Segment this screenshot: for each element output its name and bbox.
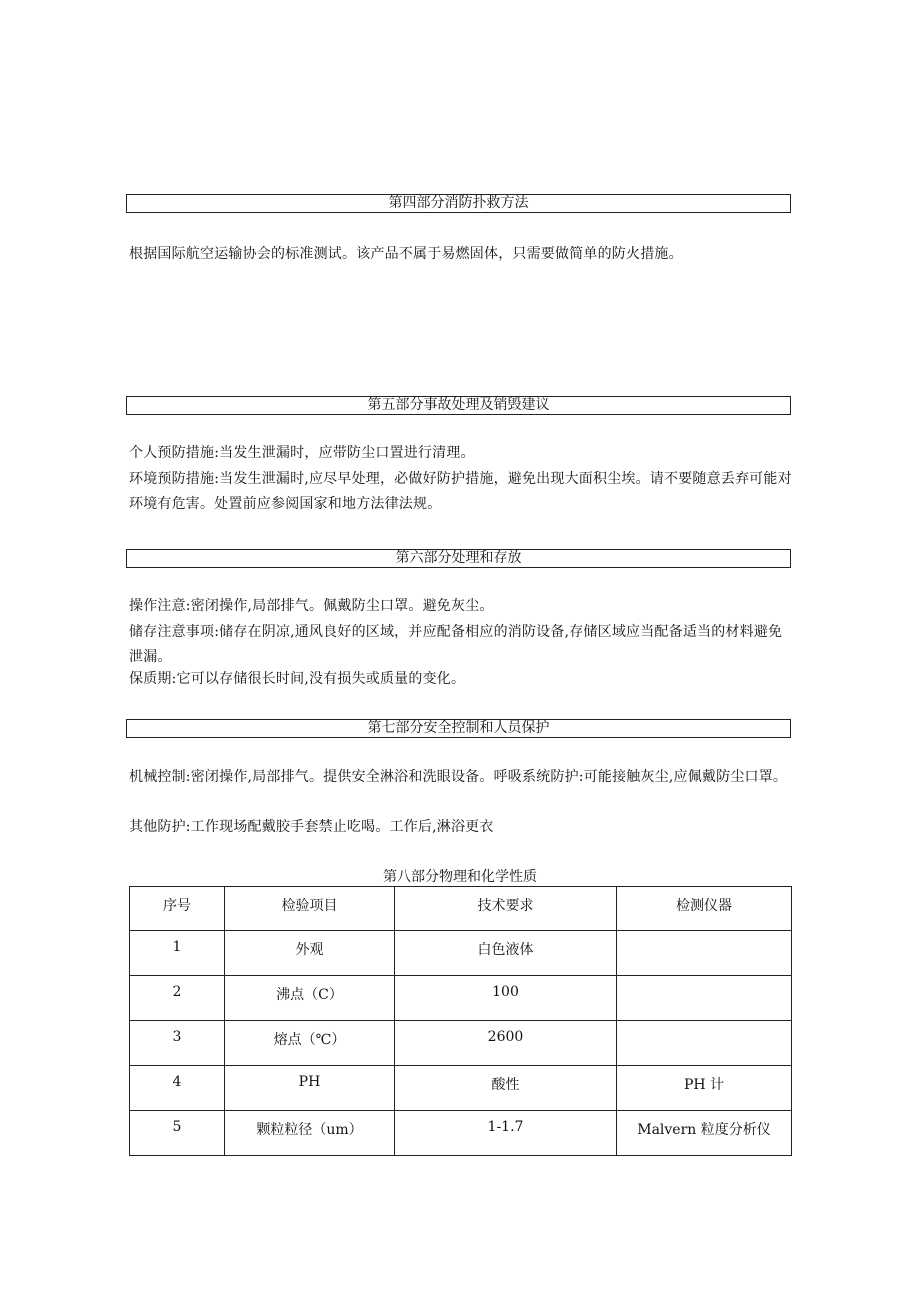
cell-seq: 3	[130, 1021, 225, 1066]
header-seq: 序号	[130, 887, 225, 931]
table-row	[130, 1111, 792, 1156]
properties-table	[129, 886, 792, 1156]
cell-requirement: 白色液体	[395, 931, 617, 976]
table-header-row	[130, 887, 792, 931]
cell-seq: 2	[130, 976, 225, 1021]
header-item: 检验项目	[225, 887, 395, 931]
cell-requirement: 2600	[395, 1021, 617, 1066]
cell-seq: 5	[130, 1111, 225, 1156]
cell-instrument	[617, 976, 792, 1021]
table-row	[130, 1066, 792, 1111]
cell-item: 外观	[225, 931, 395, 976]
section4-text: 根据国际航空运输协会的标准测试。该产品不属于易燃固体，只需要做简单的防火措施。	[129, 246, 683, 262]
header-instrument: 检测仪器	[617, 887, 792, 931]
section5-personal: 个人预防措施:当发生泄漏时，应带防尘口置进行清理。	[129, 445, 475, 461]
table-row	[130, 931, 792, 976]
section7-title: 第七部分安全控制和人员保护	[126, 719, 791, 738]
cell-seq: 1	[130, 931, 225, 976]
section5-title: 第五部分事故处理及销毁建议	[126, 396, 791, 415]
section6-title: 第六部分处理和存放	[126, 549, 791, 568]
section6-operation: 操作注意:密闭操作,局部排气。佩戴防尘口罩。避免灰尘。	[129, 598, 494, 614]
section8-title: 第八部分物理和化学性质	[383, 869, 537, 885]
cell-item: PH	[225, 1066, 395, 1111]
cell-requirement: 1-1.7	[395, 1111, 617, 1156]
header-requirement: 技术要求	[395, 887, 617, 931]
cell-instrument: Malvern 粒度分析仪	[617, 1111, 792, 1156]
cell-seq: 4	[130, 1066, 225, 1111]
cell-instrument	[617, 1021, 792, 1066]
cell-item: 颗粒粒径（um）	[225, 1111, 395, 1156]
section5-environmental: 环境预防措施:当发生泄漏时,应尽早处理，必做好防护措施，避免出现大面积尘埃。请不要随意丢弃可能对环境有危害。处置前应参阅国家和地方法律法规。	[129, 471, 792, 512]
section6-storage: 储存注意事项:储存在阴凉,通风良好的区域，并应配备相应的消防设备,存储区域应当配备适当的材料避免泄漏。	[129, 624, 783, 665]
cell-requirement: 酸性	[395, 1066, 617, 1111]
cell-instrument: PH 计	[617, 1066, 792, 1111]
section6-shelf-life: 保质期:它可以存储很长时间,没有损失或质量的变化。	[129, 671, 466, 687]
section7-mechanical: 机械控制:密闭操作,局部排气。提供安全淋浴和洗眼设备。呼吸系统防护:可能接触灰尘,应佩戴防尘口罩。	[129, 769, 788, 785]
section4-title: 第四部分消防扑救方法	[126, 194, 791, 213]
cell-item: 熔点（℃）	[225, 1021, 395, 1066]
cell-instrument	[617, 931, 792, 976]
table-row	[130, 1021, 792, 1066]
cell-item: 沸点（C）	[225, 976, 395, 1021]
cell-requirement: 100	[395, 976, 617, 1021]
table-row	[130, 976, 792, 1021]
section7-other: 其他防护:工作现场配戴胶手套禁止吃喝。工作后,淋浴更衣	[129, 819, 494, 835]
